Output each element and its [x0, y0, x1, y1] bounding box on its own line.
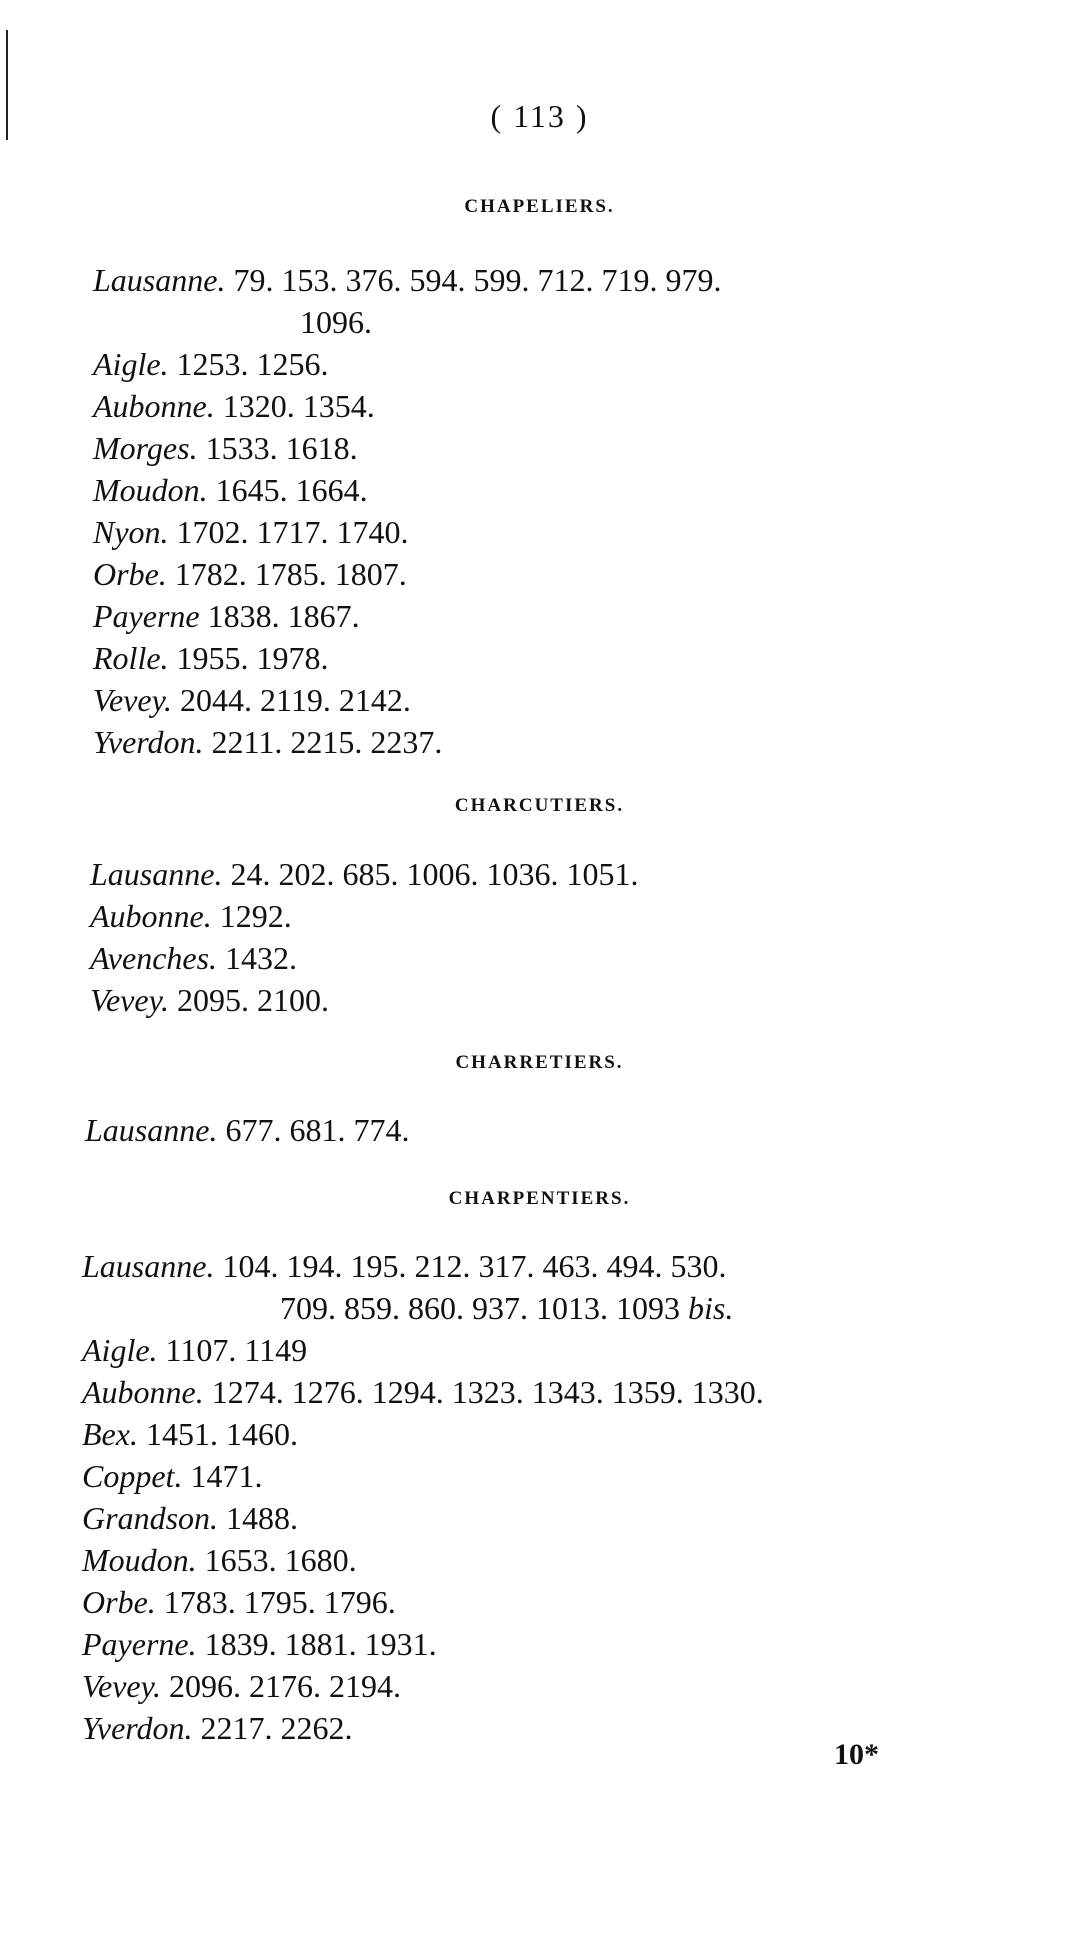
entry-row [93, 512, 409, 552]
section-title-charpentiers: CHARPENTIERS. [448, 1188, 631, 1209]
place-name: Orbe. [93, 556, 167, 592]
place-name: Lausanne. [90, 856, 223, 892]
entry-numbers: 1107. 1149 [165, 1332, 308, 1368]
entry-numbers: 2095. 2100. [177, 982, 330, 1018]
entry-row [82, 1624, 437, 1664]
entry-continuation [280, 1288, 733, 1328]
entry-numbers: 104. 194. 195. 212. 317. 463. 494. 530. [222, 1248, 727, 1284]
entry-numbers: 1838. 1867. [207, 598, 360, 634]
entry-numbers: 1292. [219, 898, 292, 934]
entry-row [82, 1582, 396, 1622]
entry-row [82, 1372, 764, 1412]
entry-row [82, 1708, 353, 1748]
place-name: Grandson. [82, 1500, 219, 1536]
place-name: Avenches. [90, 940, 218, 976]
section-title-charretiers: CHARRETIERS. [455, 1052, 624, 1073]
entry-numbers: 1432. [225, 940, 298, 976]
place-name: Lausanne. [82, 1248, 215, 1284]
continuation-numbers: 709. 859. 860. 937. 1013. 1093 [280, 1290, 680, 1326]
place-name: Moudon. [82, 1542, 197, 1578]
entry-numbers: 1320. 1354. [222, 388, 375, 424]
place-name: Morges. [93, 430, 198, 466]
page-number: ( 113 ) [490, 98, 589, 134]
place-name: Yverdon. [93, 724, 204, 760]
entry-numbers: 1533. 1618. [205, 430, 358, 466]
entry-numbers: 1451. 1460. [145, 1416, 298, 1452]
entry-numbers: 1955. 1978. [176, 640, 329, 676]
entry-numbers: 1274. 1276. 1294. 1323. 1343. 1359. 1330. [211, 1374, 764, 1410]
entry-row [93, 470, 368, 510]
entry-row [82, 1498, 298, 1538]
place-name: Lausanne. [93, 262, 226, 298]
entry-row [90, 980, 329, 1020]
place-name: Aubonne. [82, 1374, 204, 1410]
entry-numbers: 24. 202. 685. 1006. 1036. 1051. [230, 856, 639, 892]
place-name: Rolle. [93, 640, 169, 676]
entry-numbers: 1839. 1881. 1931. [204, 1626, 437, 1662]
section-title-chapeliers: CHAPELIERS. [464, 196, 615, 217]
entry-row [90, 896, 292, 936]
place-name: Yverdon. [82, 1710, 193, 1746]
entry-numbers: 2211. 2215. 2237. [211, 724, 443, 760]
entry-numbers: 1653. 1680. [204, 1542, 357, 1578]
entry-row [93, 260, 721, 300]
entry-numbers: 1783. 1795. 1796. [163, 1584, 396, 1620]
entry-row [93, 638, 329, 678]
entry-row [93, 344, 329, 384]
entry-row [82, 1666, 401, 1706]
entry-row [93, 554, 407, 594]
place-name: Aigle. [93, 346, 169, 382]
entry-continuation: 1096. [300, 304, 372, 340]
entry-numbers: 2217. 2262. [200, 1710, 353, 1746]
entry-row [90, 854, 638, 894]
place-name: Bex. [82, 1416, 138, 1452]
entry-numbers: 1488. [226, 1500, 299, 1536]
entry-row [93, 386, 375, 426]
place-name: Payerne [93, 598, 200, 634]
entry-row [85, 1110, 409, 1150]
entry-row [93, 596, 360, 636]
entry-numbers: 677. 681. 774. [225, 1112, 410, 1148]
section-title-charcutiers: CHARCUTIERS. [454, 795, 625, 816]
entry-row [93, 428, 358, 468]
entry-numbers: 79. 153. 376. 594. 599. 712. 719. 979. [233, 262, 722, 298]
entry-numbers: 1645. 1664. [215, 472, 368, 508]
entry-numbers: 2096. 2176. 2194. [169, 1668, 402, 1704]
place-name: Orbe. [82, 1584, 156, 1620]
signature-mark: 10* [834, 1738, 879, 1771]
entry-numbers: 1253. 1256. [176, 346, 329, 382]
place-name: Payerne. [82, 1626, 197, 1662]
place-name: Aigle. [82, 1332, 158, 1368]
place-name: Aubonne. [90, 898, 212, 934]
entry-numbers: 1782. 1785. 1807. [174, 556, 407, 592]
entry-numbers: 2044. 2119. 2142. [180, 682, 411, 718]
entry-row [93, 680, 411, 720]
place-name: Coppet. [82, 1458, 183, 1494]
entry-row [82, 1414, 298, 1454]
entry-row [90, 938, 297, 978]
place-name: Vevey. [90, 982, 170, 1018]
entry-row [82, 1540, 357, 1580]
entry-numbers: 1471. [190, 1458, 263, 1494]
place-name: Moudon. [93, 472, 208, 508]
place-name: Vevey. [82, 1668, 162, 1704]
place-name: Aubonne. [93, 388, 215, 424]
entry-row [82, 1456, 262, 1496]
entry-row [93, 722, 442, 762]
entry-row [82, 1330, 307, 1370]
place-name: Lausanne. [85, 1112, 218, 1148]
entry-numbers: 1702. 1717. 1740. [176, 514, 409, 550]
entry-row [82, 1246, 726, 1286]
place-name: Nyon. [93, 514, 169, 550]
continuation-bis: bis. [688, 1290, 734, 1326]
place-name: Vevey. [93, 682, 173, 718]
